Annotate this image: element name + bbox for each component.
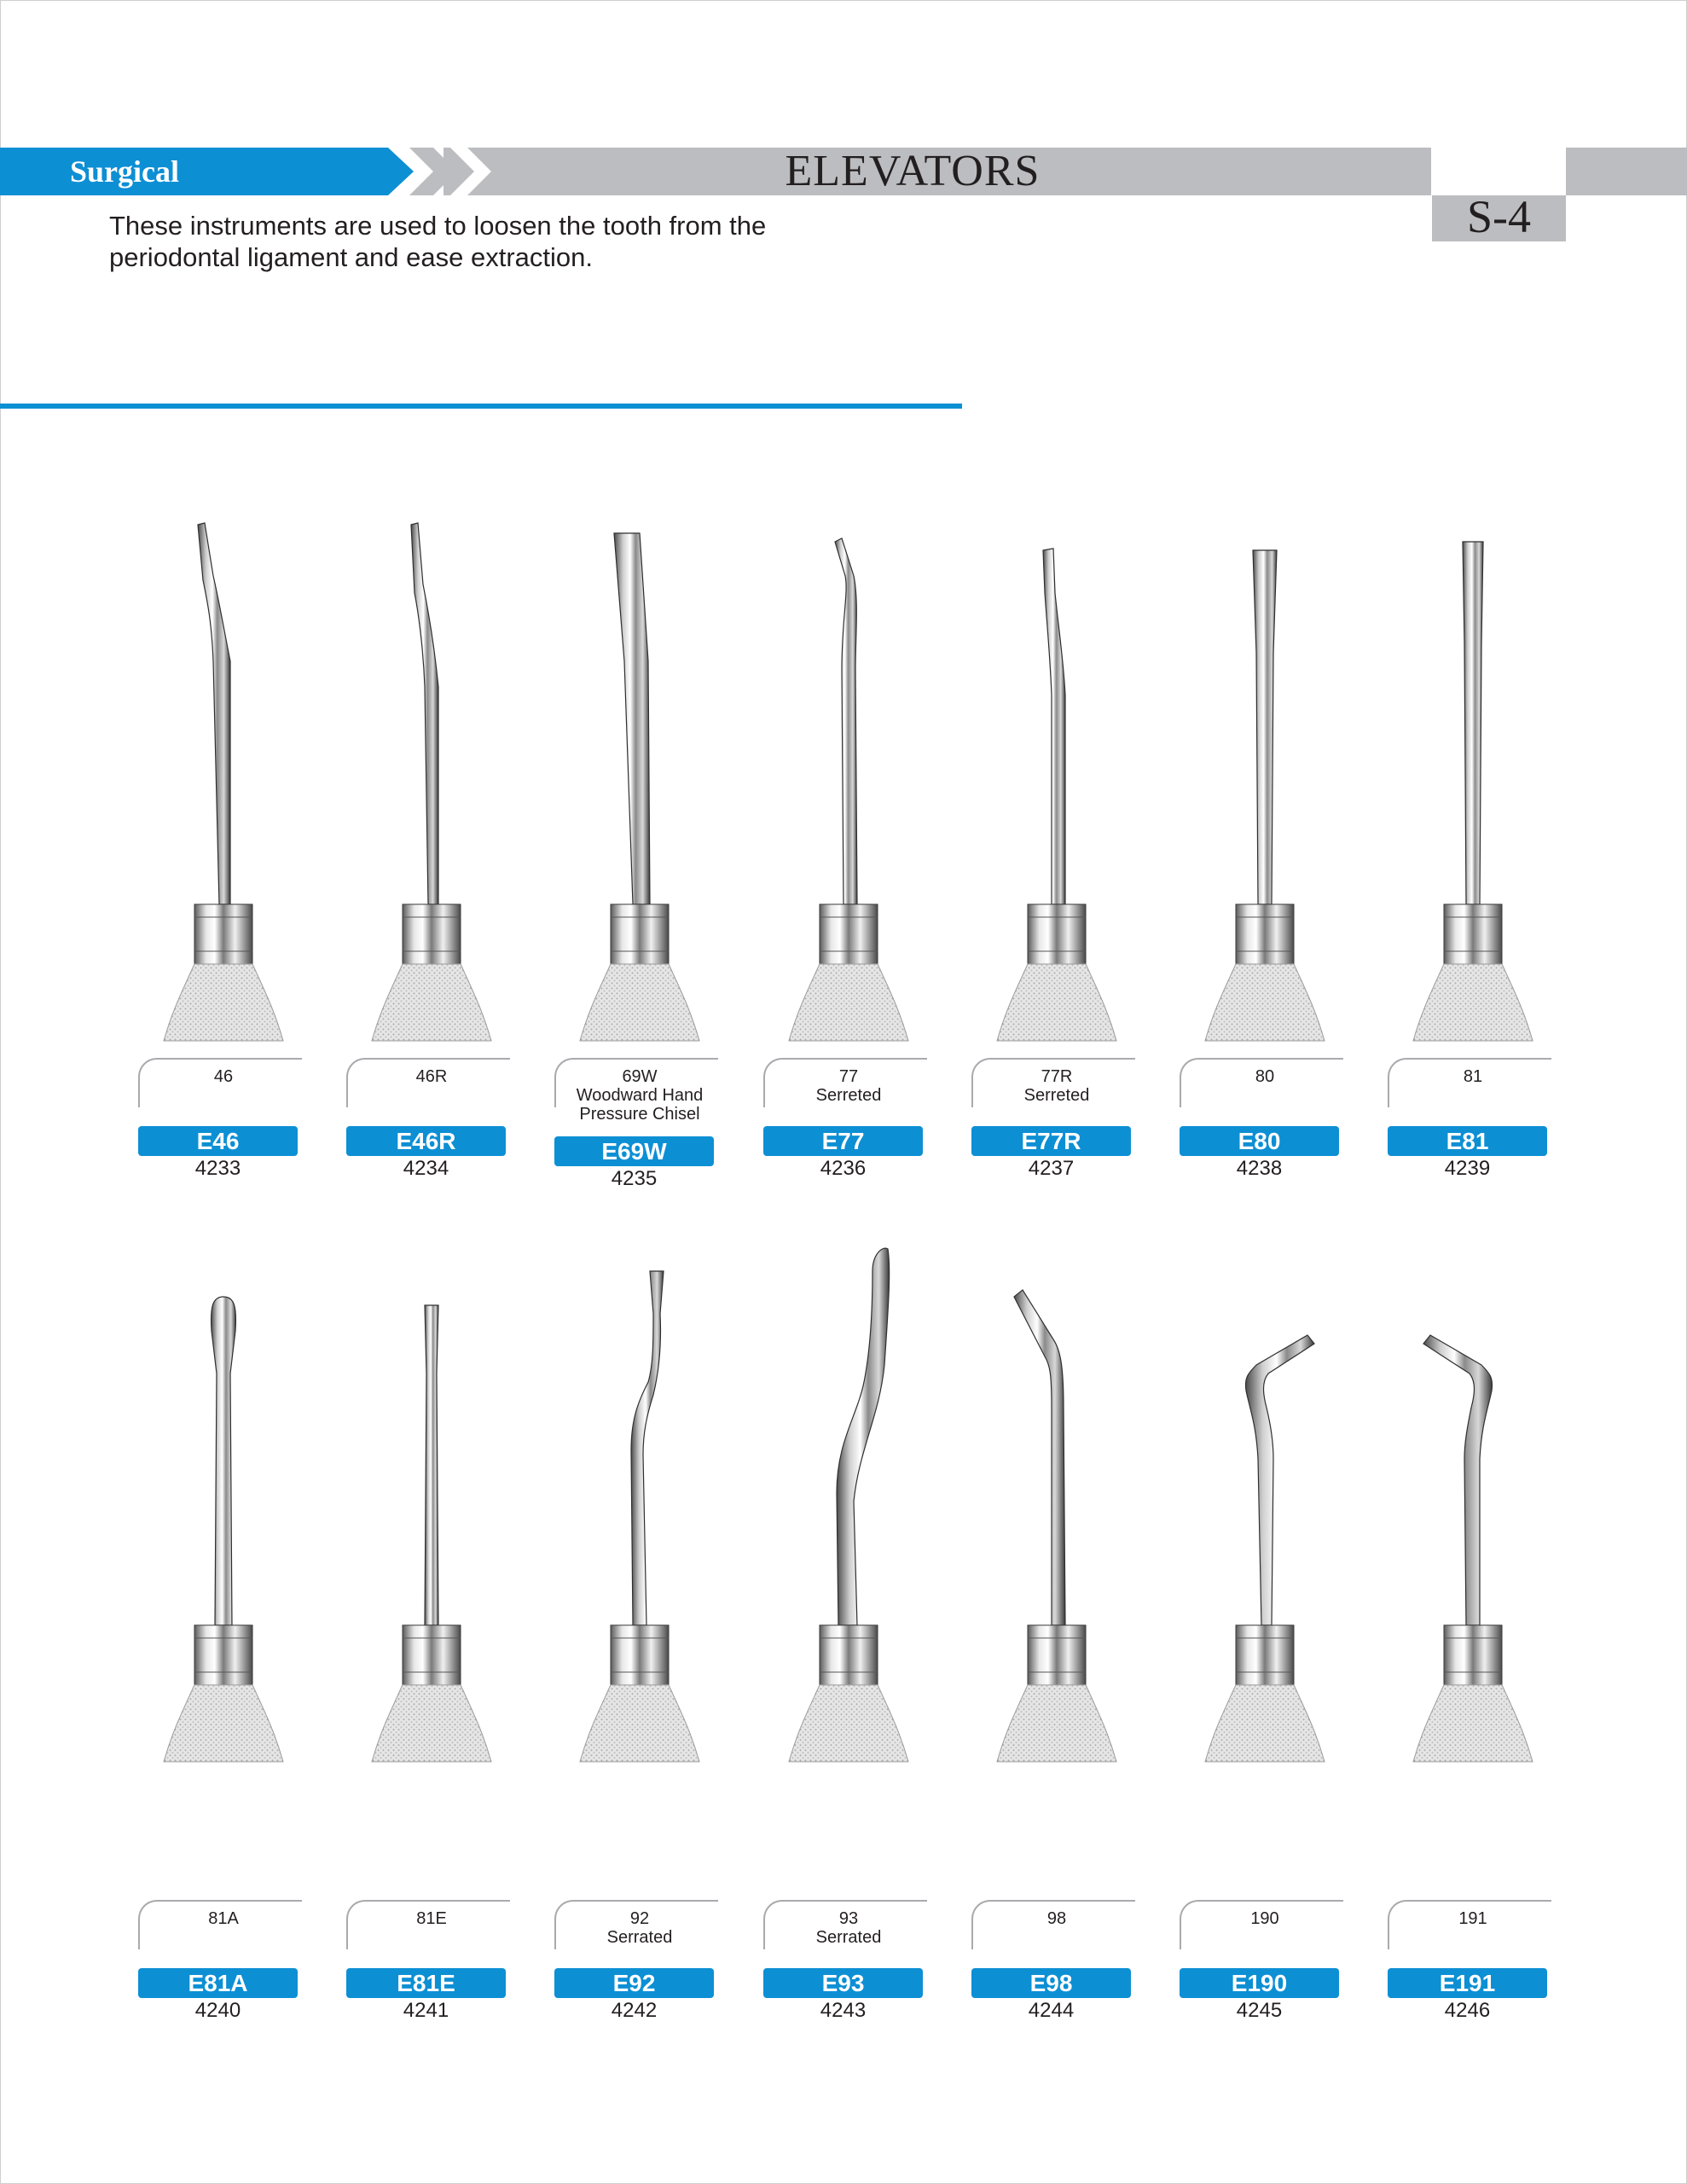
product-code-badge: E46R (346, 1126, 506, 1156)
product-code-badge: E93 (763, 1968, 923, 1998)
instrument-illustration (554, 1237, 725, 1766)
product-code-badge: E69W (554, 1136, 714, 1166)
alt-description: Serrated (606, 1928, 673, 1947)
alt-number: 191 (1458, 1909, 1487, 1928)
instrument-illustration (763, 1237, 934, 1766)
catalog-number: 4240 (194, 1999, 241, 2022)
alt-number: 69W (622, 1067, 658, 1086)
catalog-number: 4236 (820, 1157, 867, 1180)
page-number: S-4 (1466, 191, 1531, 242)
instrument-illustration (346, 516, 517, 1045)
catalog-number: 4244 (1028, 1999, 1075, 2022)
header-band-right (1566, 148, 1687, 195)
product-code-badge: E191 (1388, 1968, 1547, 1998)
catalog-number: 4242 (611, 1999, 658, 2022)
catalog-number: 4235 (611, 1167, 658, 1190)
product-code-badge: E46 (138, 1126, 298, 1156)
instrument-illustration (554, 516, 725, 1045)
product-code-badge: E77R (971, 1126, 1131, 1156)
product-code-badge: E98 (971, 1968, 1131, 1998)
product-code-badge: E81 (1388, 1126, 1547, 1156)
product-code-badge: E81A (138, 1968, 298, 1998)
instrument-illustration (346, 1237, 517, 1766)
product-code-badge: E81E (346, 1968, 506, 1998)
catalog-number: 4246 (1444, 1999, 1491, 2022)
product-code-badge: E80 (1180, 1126, 1339, 1156)
alt-number: 77 (838, 1067, 859, 1086)
page-title: ELEVATORS (785, 147, 1041, 195)
product-code-badge: E92 (554, 1968, 714, 1998)
alt-number: 93 (838, 1909, 859, 1928)
alt-description: Pressure Chisel (579, 1105, 700, 1124)
alt-description: Serreted (1023, 1086, 1090, 1105)
alt-description: Serreted (815, 1086, 882, 1105)
product-code-badge: E77 (763, 1126, 923, 1156)
divider (0, 404, 962, 409)
instrument-illustration (971, 516, 1142, 1045)
section-tab (0, 148, 418, 195)
alt-number: 77R (1041, 1067, 1073, 1086)
alt-number: 98 (1046, 1909, 1067, 1928)
instrument-illustration (1388, 516, 1558, 1045)
instrument-illustration (763, 516, 934, 1045)
instrument-illustration (1388, 1237, 1558, 1766)
intro-text: These instruments are used to loosen the tooth from the periodontal ligament and ease extraction. (109, 211, 767, 272)
catalog-number: 4239 (1444, 1157, 1491, 1180)
catalog-number: 4241 (403, 1999, 449, 2022)
catalog-number: 4238 (1236, 1157, 1283, 1180)
product-code-badge: E190 (1180, 1968, 1339, 1998)
instrument-illustration (1180, 1237, 1350, 1766)
instrument-illustration (971, 1237, 1142, 1766)
alt-description: Woodward Hand (576, 1086, 704, 1105)
alt-number: 92 (629, 1909, 650, 1928)
catalog-number: 4233 (194, 1157, 241, 1180)
catalog-number: 4237 (1028, 1157, 1075, 1180)
alt-number: 80 (1255, 1067, 1275, 1086)
section-label: Surgical (70, 154, 180, 189)
instrument-illustration (138, 516, 309, 1045)
catalog-number: 4243 (820, 1999, 867, 2022)
alt-number: 46 (213, 1067, 234, 1086)
alt-number: 81 (1463, 1067, 1483, 1086)
instrument-illustration (1180, 516, 1350, 1045)
alt-number: 81E (416, 1909, 447, 1928)
instrument-illustration (138, 1237, 309, 1766)
catalog-number: 4245 (1236, 1999, 1283, 2022)
catalog-number: 4234 (403, 1157, 449, 1180)
chevron-2-icon (450, 148, 501, 195)
alt-number: 46R (415, 1067, 448, 1086)
alt-number: 81A (208, 1909, 239, 1928)
alt-number: 190 (1250, 1909, 1279, 1928)
alt-description: Serrated (815, 1928, 882, 1947)
